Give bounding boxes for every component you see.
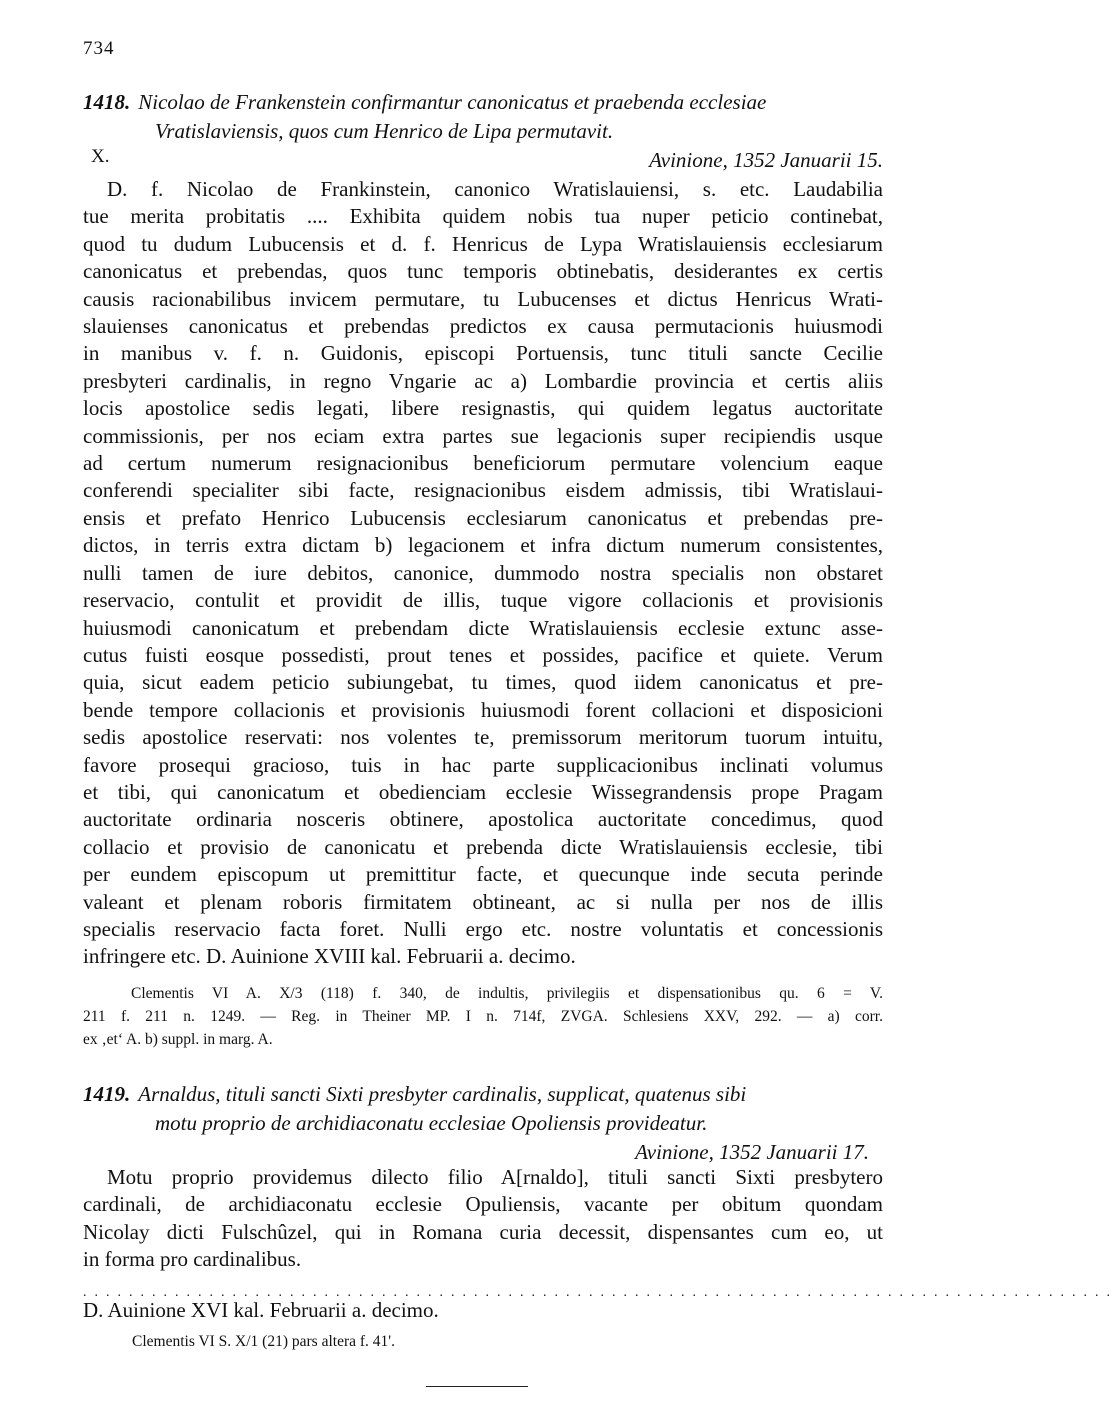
- text-line: specialis reservacio facta foret. Nulli ergo etc. nostre voluntatis et concessionis: [83, 916, 883, 941]
- text-line: ad certum numerum resignacionibus beneficiorum permutare volencium eaque: [83, 451, 883, 476]
- entry-1419-closing: D. Auinione XVI kal. Februarii a. decimo.: [83, 1298, 439, 1322]
- text-line: in forma pro cardinalibus.: [83, 1247, 302, 1272]
- entry-1418-date: Avinione, 1352 Januarii 15.: [649, 148, 883, 172]
- text-line: causis racionabilibus invicem permutare, tu Lubucenses et dictus Henricus Wrati-: [83, 286, 883, 311]
- text-line: Clementis VI A. X/3 (118) f. 340, de indultis, privilegiis et dispensationibus qu. 6 = V.: [131, 985, 883, 1002]
- register-marker: X.: [91, 146, 110, 167]
- entry-1418-number: 1418.: [83, 90, 131, 114]
- text-line: quod tu dudum Lubucensis et d. f. Henricus de Lypa Wratislauiensis ecclesiarum: [83, 231, 883, 256]
- text-line: auctoritate ordinaria nosceris obtinere, apostolica auctoritate concedimus, quod: [83, 807, 883, 832]
- page-number: 734: [83, 38, 115, 59]
- entry-1419-source: Clementis VI S. X/1 (21) pars altera f. 41'.: [132, 1333, 395, 1350]
- text-line: reservacio, contulit et providit de illis, tuque vigore collacionis et provisionis: [83, 588, 883, 613]
- text-line: 211 f. 211 n. 1249. — Reg. in Theiner MP. I n. 714f, ZVGA. Schlesiens XXV, 292. — a) corr.: [83, 1008, 883, 1025]
- entry-1419-heading-line2: motu proprio de archidiaconatu ecclesiae Opoliensis provideatur.: [155, 1111, 708, 1135]
- text-line: per eundem episcopum ut premittitur facte, et quecunque inde secuta perinde: [83, 862, 883, 887]
- omission-dots: ..........................................................................................: [83, 1285, 1118, 1300]
- text-line: huiusmodi canonicatum et prebendam dicte Wratislauiensis ecclesie extunc asse-: [83, 615, 883, 640]
- text-line: in manibus v. f. n. Guidonis, episcopi Portuensis, tunc tituli sancte Cecilie: [83, 341, 883, 366]
- text-line: ex ‚et‘ A. b) suppl. in marg. A.: [83, 1031, 273, 1048]
- text-line: canonicatus et prebendas, quos tunc temporis obtinebatis, desiderantes ex certis: [83, 259, 883, 284]
- text-line: infringere etc. D. Auinione XVIII kal. Februarii a. decimo.: [83, 944, 576, 969]
- entry-1418-heading-line1: Nicolao de Frankenstein confirmantur canonicatus et praebenda ecclesiae: [138, 90, 767, 114]
- entry-1419-heading: [83, 1080, 883, 1167]
- text-line: tue merita probitatis .... Exhibita quidem nobis tua nuper peticio continebat,: [83, 204, 883, 229]
- footer-rule: [426, 1386, 528, 1387]
- text-line: bende tempore collacionis et provisionis huiusmodi forent collacioni et disposicioni: [83, 697, 883, 722]
- text-line: ensis et prefato Henrico Lubucensis ecclesiarum canonicatus et prebendas pre-: [83, 505, 883, 530]
- text-line: slauienses canonicatus et prebendas predictos ex causa permutacionis huiusmodi: [83, 314, 883, 339]
- entry-1419-date: Avinione, 1352 Januarii 17.: [635, 1140, 869, 1164]
- entry-1418-footnotes: [83, 982, 883, 1051]
- text-line: cardinali, de archidiaconatu ecclesie Opuliensis, vacante per obitum quondam: [83, 1192, 883, 1217]
- entry-1419-heading-line1: Arnaldus, tituli sancti Sixti presbyter cardinalis, supplicat, quatenus sibi: [138, 1082, 747, 1106]
- text-line: et tibi, qui canonicatum et obedienciam ecclesie Wissegrandensis prope Pragam: [83, 779, 883, 804]
- text-line: favore prosequi gracioso, tuis in hac parte supplicacionibus inclinati volumus: [83, 752, 883, 777]
- text-line: Motu proprio providemus dilecto filio A[rnaldo], tituli sancti Sixti presbytero: [107, 1165, 883, 1189]
- text-line: nulli tamen de iure debitos, canonice, dummodo nostra specialis non obstaret: [83, 560, 883, 585]
- text-line: quia, sicut eadem peticio subiungebat, tu times, quod iidem canonicatus et pre-: [83, 670, 883, 695]
- text-line: collacio et provisio de canonicatu et prebenda dicte Wratislauiensis ecclesie, tibi: [83, 834, 883, 859]
- text-line: cutus fuisti eosque possedisti, prout tenes et possides, pacifice et quiete. Verum: [83, 642, 883, 667]
- entry-1419-number: 1419.: [83, 1082, 131, 1106]
- text-line: valeant et plenam roboris firmitatem obtineant, ac si nulla per nos de illis: [83, 889, 883, 914]
- text-line: conferendi specialiter sibi facte, resignacionibus eisdem admissis, tibi Wratislaui-: [83, 478, 883, 503]
- text-line: presbyteri cardinalis, in regno Vngarie ac a) Lombardie provincia et certis aliis: [83, 368, 883, 393]
- entry-1418-heading: [83, 88, 883, 175]
- text-line: sedis apostolice reservati: nos volentes te, premissorum meritorum tuorum intuitu,: [83, 725, 883, 750]
- entry-1418-body: [83, 176, 883, 971]
- text-line: D. f. Nicolao de Frankinstein, canonico Wratislauiensi, s. etc. Laudabilia: [107, 177, 883, 201]
- text-line: locis apostolice sedis legati, libere resignastis, qui quidem legatus auctoritate: [83, 396, 883, 421]
- text-line: dictos, in terris extra dictam b) legacionem et infra dictum numerum consistentes,: [83, 533, 883, 558]
- text-line: commissionis, per nos eciam extra partes sue legacionis super recipiendis usque: [83, 423, 883, 448]
- entry-1419-body: [83, 1164, 883, 1274]
- text-line: Nicolay dicti Fulschûzel, qui in Romana curia decessit, dispensantes cum eo, ut: [83, 1219, 883, 1244]
- entry-1418-heading-line2: Vratislaviensis, quos cum Henrico de Lipa permutavit.: [155, 119, 614, 143]
